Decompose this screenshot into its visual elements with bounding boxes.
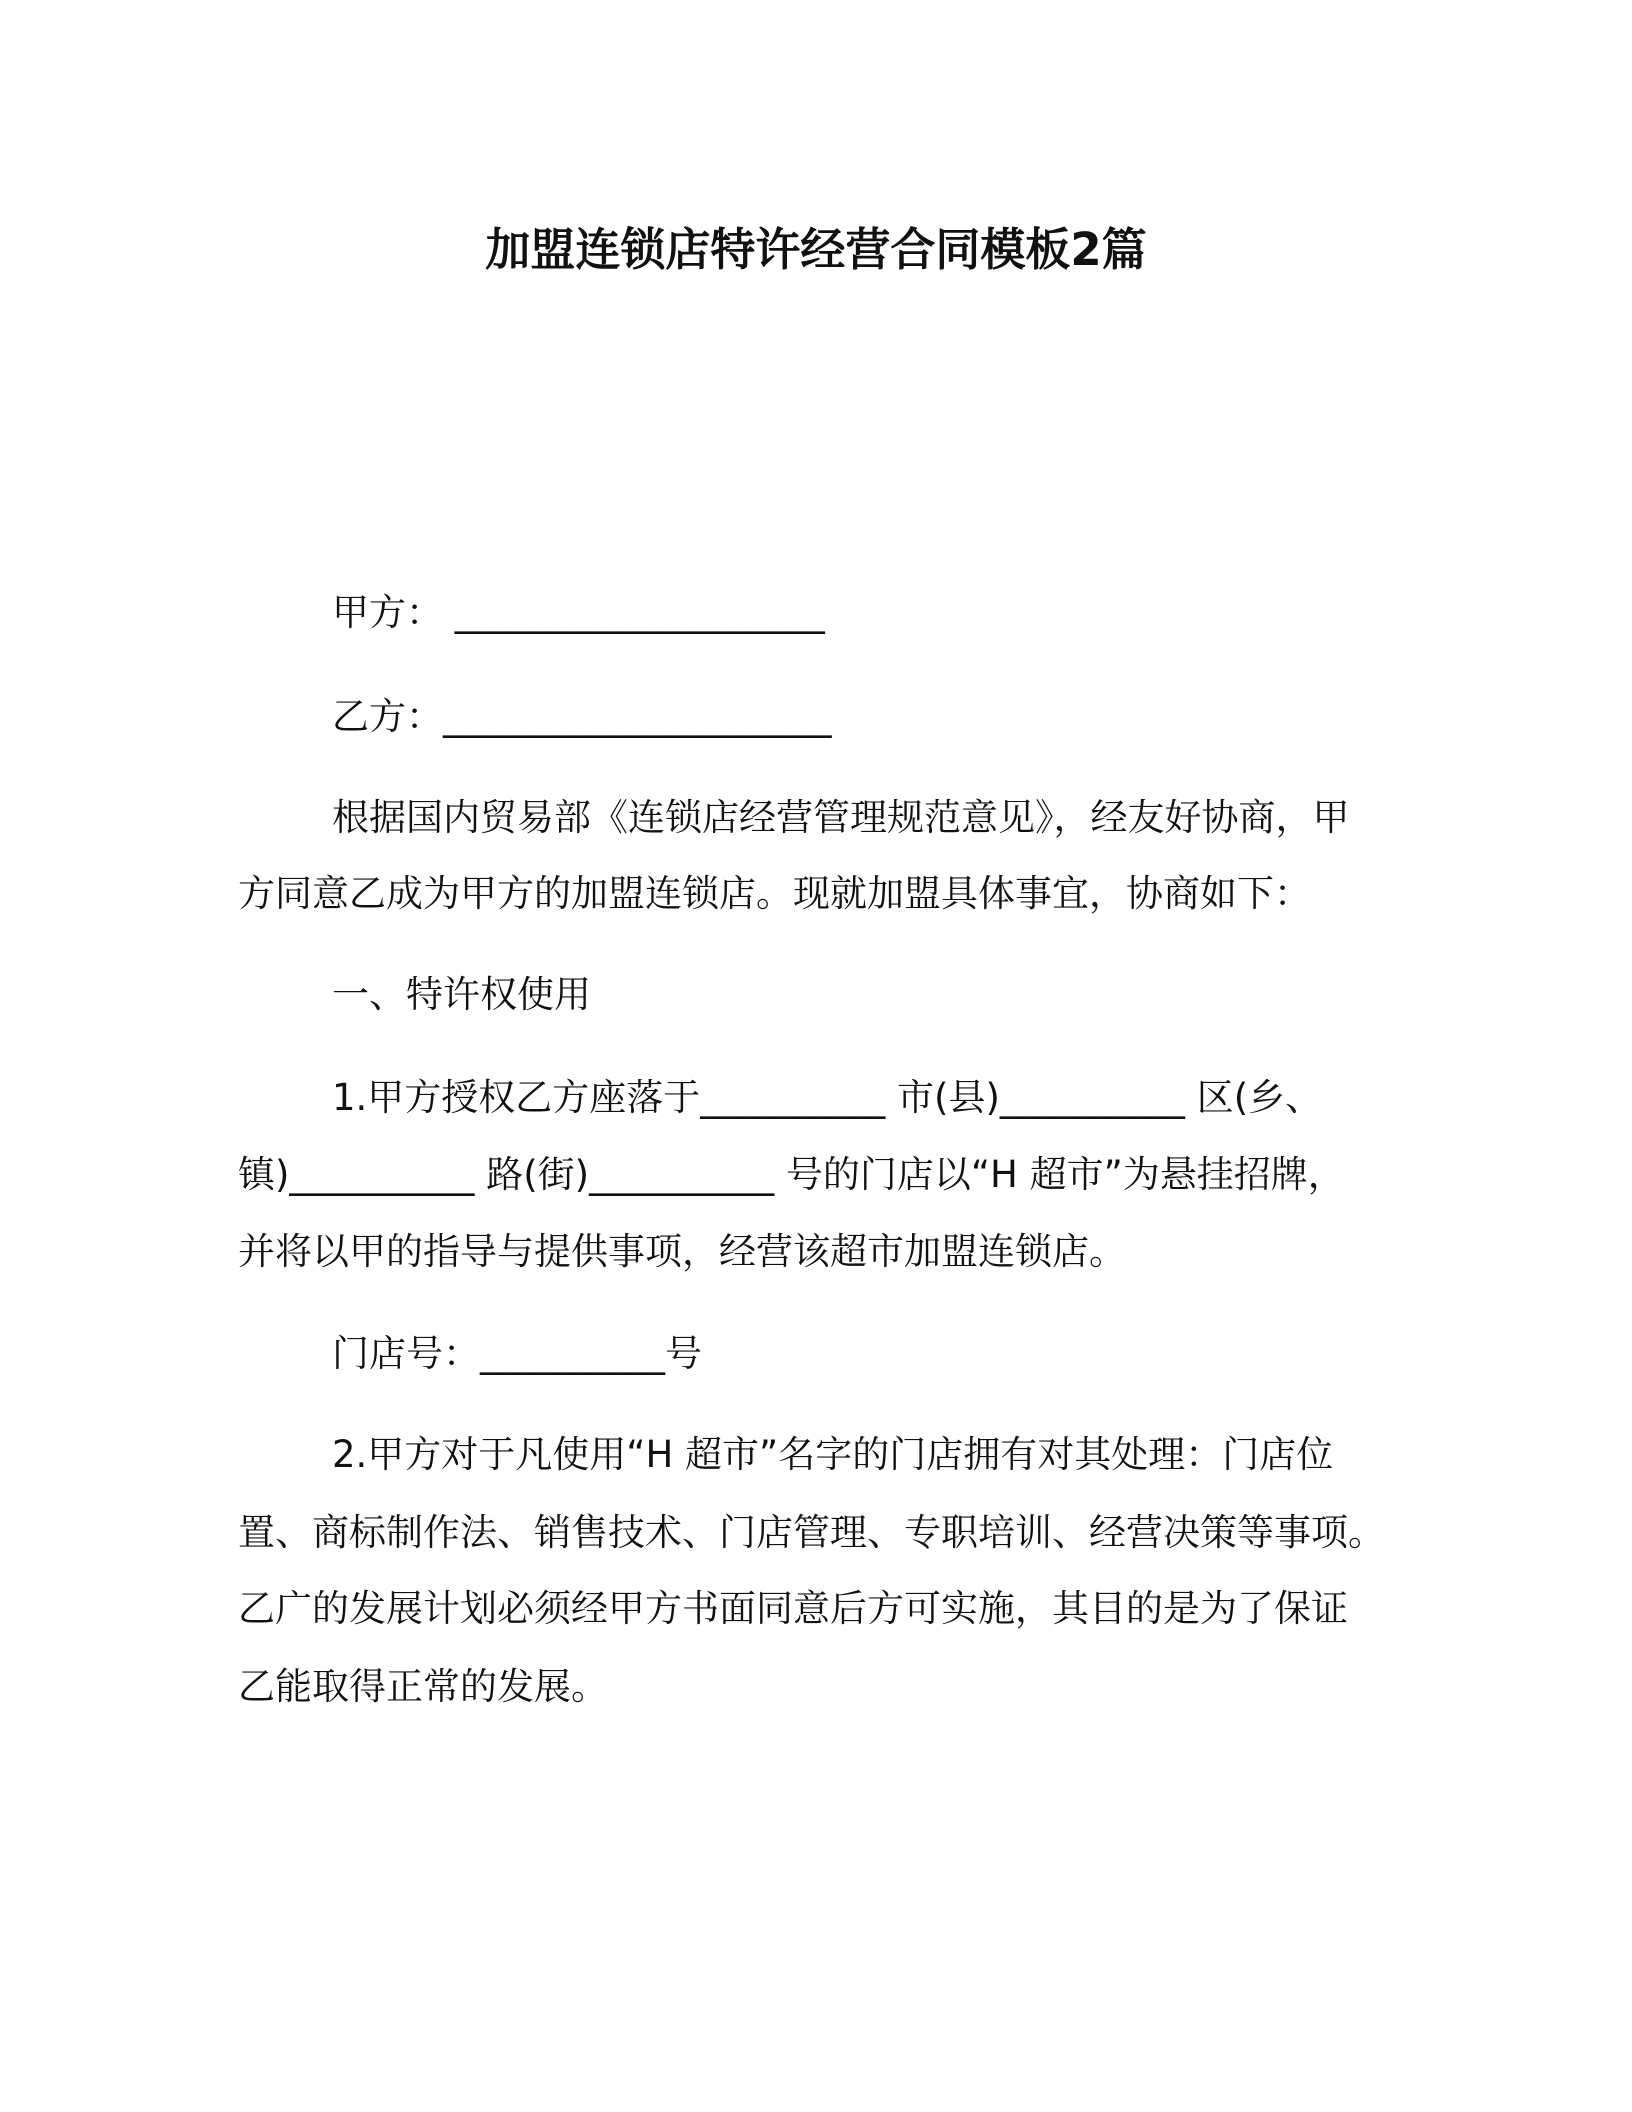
- section-heading: 一、特许权使用: [332, 973, 591, 1016]
- document-title: 加盟连锁店特许经营合同模板2篇: [485, 223, 1147, 276]
- clause-1-line-2: 镇)__________ 路(街)__________ 号的门店以“H 超市”为悬挂招牌，: [238, 1153, 1345, 1196]
- preamble-line-2: 方同意乙成为甲方的加盟连锁店。现就加盟具体事宜，协商如下：: [238, 872, 1311, 915]
- clause-2-line-3: 乙广的发展计划必须经甲方书面同意后方可实施，其目的是为了保证: [238, 1587, 1348, 1630]
- store-number-line: 门店号：__________号: [332, 1332, 702, 1375]
- clause-2-line-2: 置、商标制作法、销售技术、门店管理、专职培训、经营决策等事项。: [238, 1511, 1385, 1554]
- preamble-line-1: 根据国内贸易部《连锁店经营管理规范意见》，经友好协商，甲: [332, 796, 1350, 839]
- clause-1-line-3: 并将以甲的指导与提供事项，经营该超市加盟连锁店。: [238, 1230, 1126, 1273]
- clause-2-line-1: 2.甲方对于凡使用“H 超市”名字的门店拥有对其处理：门店位: [332, 1433, 1334, 1476]
- party-a-line: 甲方： ____________________: [332, 591, 825, 634]
- clause-1-line-1: 1.甲方授权乙方座落于__________ 市(县)__________ 区(乡、: [332, 1076, 1323, 1119]
- clause-2-line-4: 乙能取得正常的发展。: [238, 1665, 608, 1708]
- party-b-line: 乙方：_____________________: [332, 695, 832, 738]
